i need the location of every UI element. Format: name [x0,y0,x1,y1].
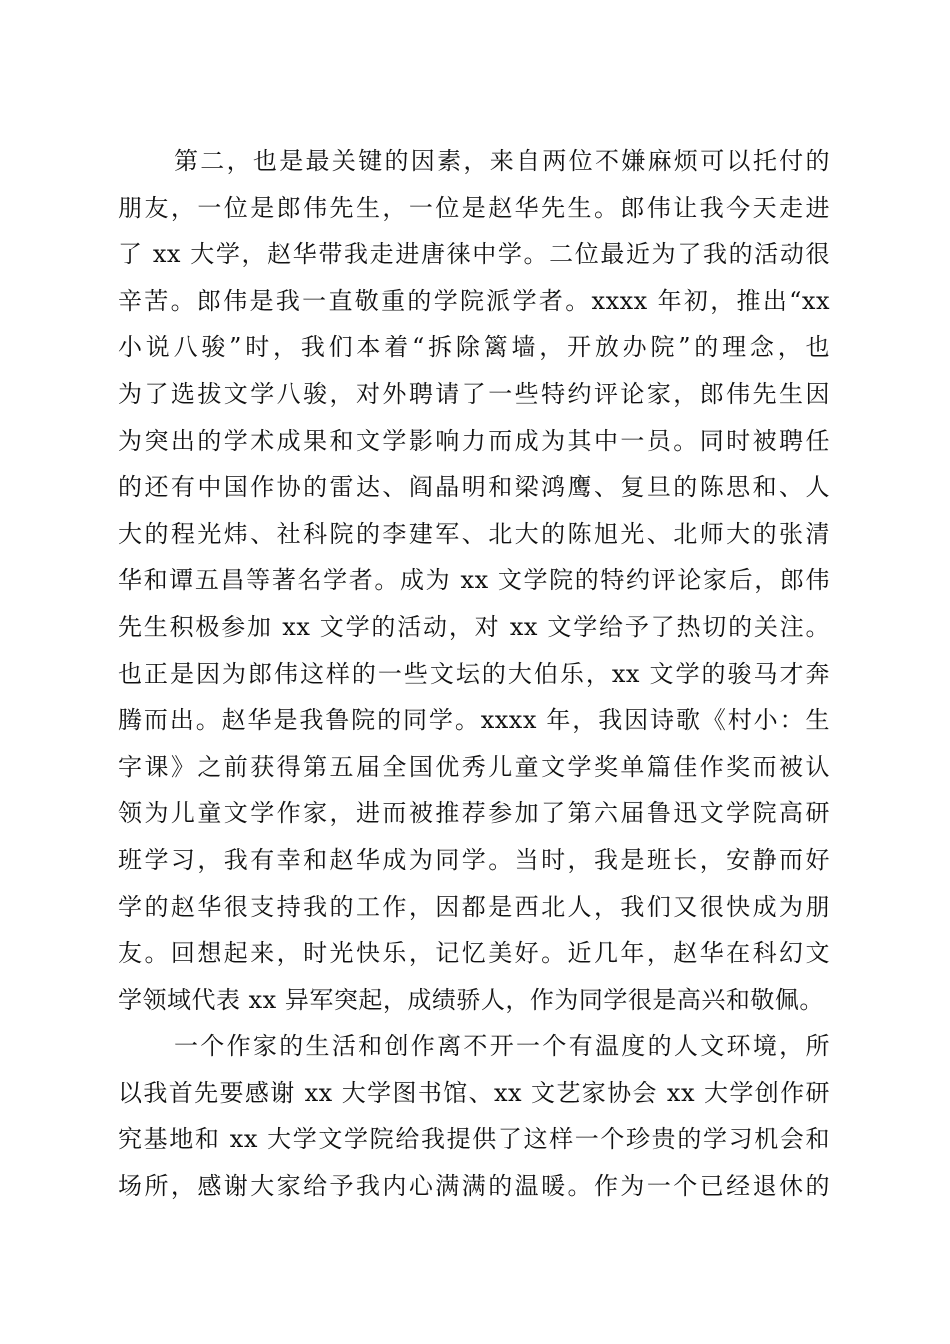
paragraph-2 [118,1023,830,1209]
text-line: 为突出的学术成果和文学影响力而成为其中一员。同时被聘任 [118,426,830,455]
text-line: 究基地和 xx 大学文学院给我提供了这样一个珍贵的学习机会和 [118,1125,830,1154]
text-line: 小说八骏”时，我们本着“拆除篱墙，开放办院”的理念，也 [118,333,830,362]
text-line: 学领域代表 xx 异军突起，成绩骄人，作为同学很是高兴和敬佩。 [118,985,824,1014]
text-line: 朋友，一位是郎伟先生，一位是赵华先生。郎伟让我今天走进 [118,193,830,222]
text-line: 辛苦。郎伟是我一直敬重的学院派学者。xxxx 年初，推出“xx [118,286,830,315]
text-line: 了 xx 大学，赵华带我走进唐徕中学。二位最近为了我的活动很 [118,240,830,269]
text-line: 一个作家的生活和创作离不开一个有温度的人文环境，所 [174,1032,830,1061]
text-line: 也正是因为郎伟这样的一些文坛的大伯乐，xx 文学的骏马才奔 [118,659,830,688]
text-line: 以我首先要感谢 xx 大学图书馆、xx 文艺家协会 xx 大学创作研 [118,1078,830,1107]
text-line: 场所，感谢大家给予我内心满满的温暖。作为一个已经退休的 [118,1172,830,1201]
text-line: 腾而出。赵华是我鲁院的同学。xxxx 年，我因诗歌《村小：生 [118,706,830,735]
text-line: 大的程光炜、社科院的李建军、北大的陈旭光、北师大的张清 [118,519,830,548]
text-line: 班学习，我有幸和赵华成为同学。当时，我是班长，安静而好 [118,845,830,874]
paragraph-1 [118,138,830,1023]
text-line: 先生积极参加 xx 文学的活动，对 xx 文学给予了热切的关注。 [118,612,830,641]
text-line: 为了选拔文学八骏，对外聘请了一些特约评论家，郎伟先生因 [118,379,830,408]
text-line: 学的赵华很支持我的工作，因都是西北人，我们又很快成为朋 [118,892,830,921]
text-line: 第二，也是最关键的因素，来自两位不嫌麻烦可以托付的 [174,147,830,175]
text-line: 的还有中国作协的雷达、阎晶明和梁鸿鹰、复旦的陈思和、人 [118,473,830,502]
text-line: 领为儿童文学作家，进而被推荐参加了第六届鲁迅文学院高研 [118,799,830,828]
text-line: 华和谭五昌等著名学者。成为 xx 文学院的特约评论家后，郎伟 [118,566,830,595]
text-line: 友。回想起来，时光快乐，记忆美好。近几年，赵华在科幻文 [118,939,830,968]
body-text [118,138,830,1210]
text-line: 字课》之前获得第五届全国优秀儿童文学奖单篇佳作奖而被认 [118,752,830,781]
